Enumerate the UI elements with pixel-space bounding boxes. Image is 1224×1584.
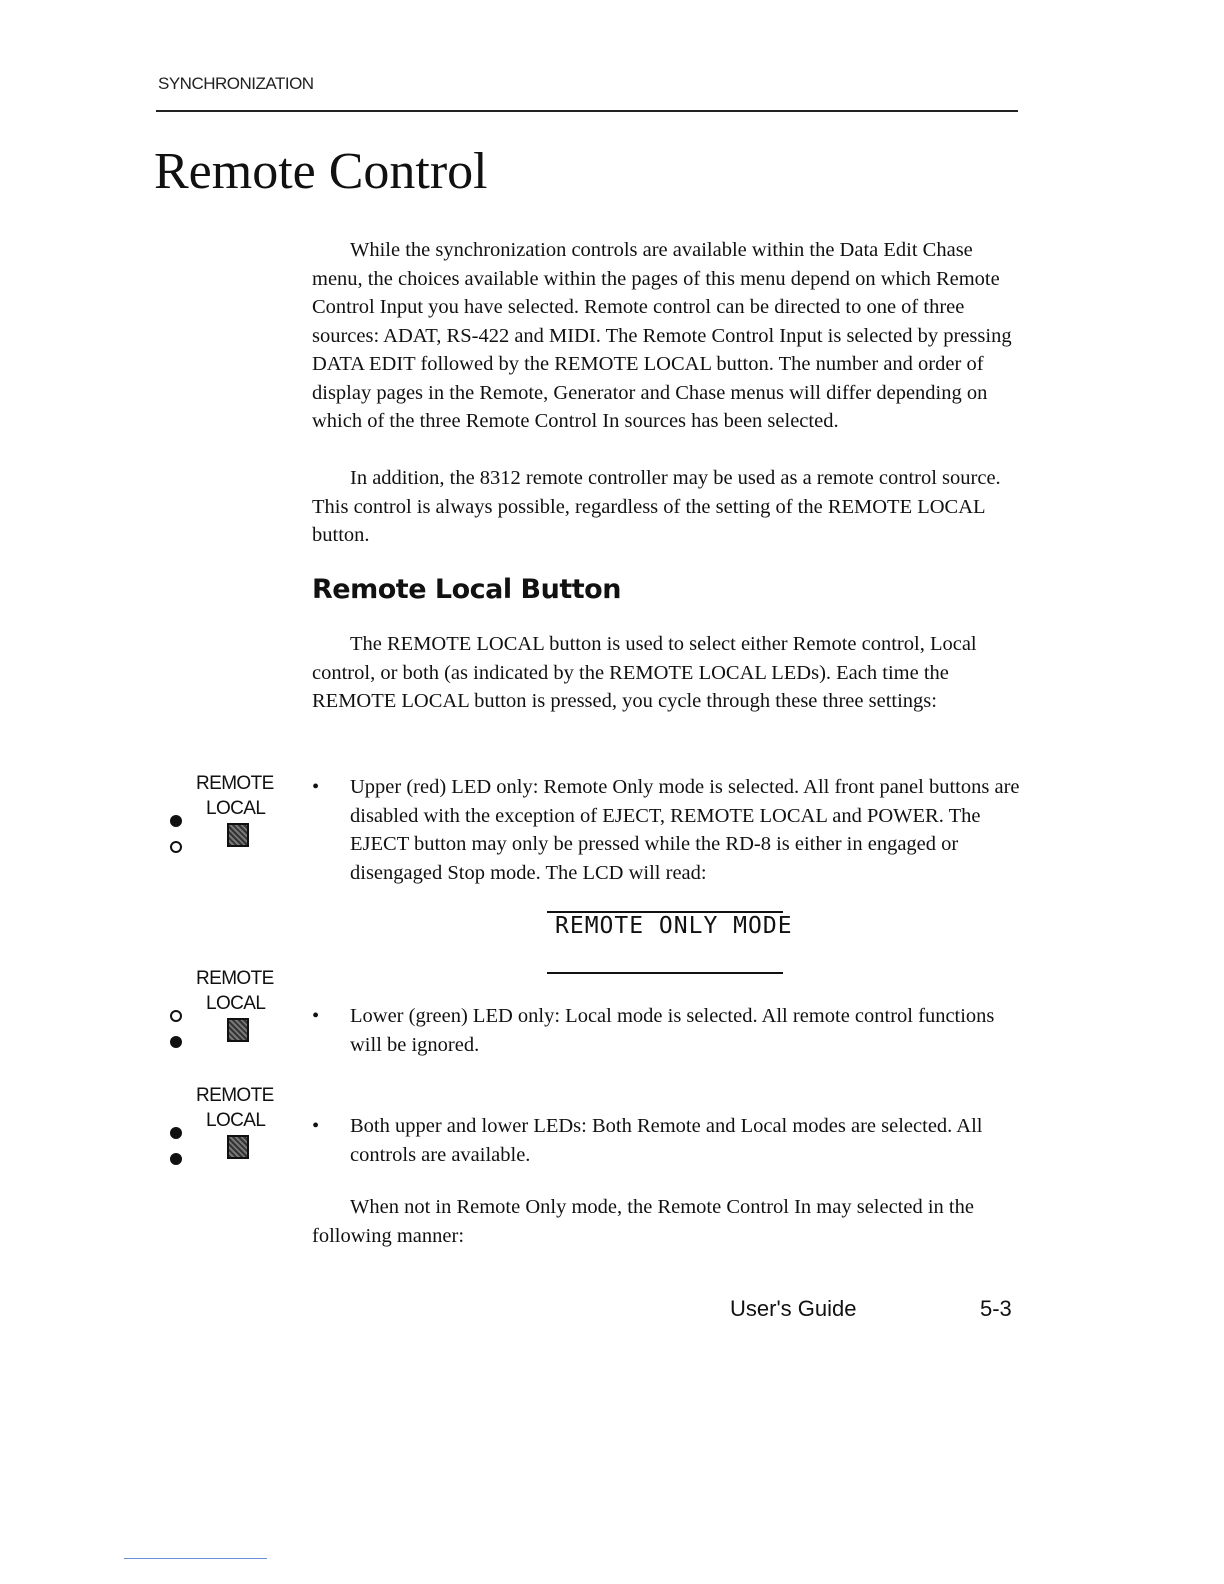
bullet-text: Lower (green) LED only: Local mode is selected. All remote control functions will be ignored. (350, 1005, 995, 1056)
bullet-item-local-only (312, 1002, 1024, 1059)
intro-paragraph-2: In addition, the 8312 remote controller may be used as a remote control source. This control is always possible, regardless of the setting of the REMOTE LOCAL button. (312, 467, 1001, 546)
remote-local-panel-remote-only (162, 773, 302, 873)
lower-led-icon (170, 841, 182, 853)
header-rule (156, 110, 1018, 112)
remote-local-button-icon (227, 823, 249, 847)
lower-led-icon (170, 1036, 182, 1048)
panel-local-label: LOCAL (206, 993, 266, 1014)
closing-paragraph: When not in Remote Only mode, the Remote Control In may selected in the following manner: (312, 1196, 974, 1247)
upper-led-icon (170, 815, 182, 827)
page-title: Remote Control (154, 143, 488, 200)
section-header: SYNCHRONIZATION (158, 74, 314, 93)
panel-remote-label: REMOTE (196, 968, 274, 989)
bullet-item-remote-only (312, 773, 1024, 887)
intro-paragraph-1: While the synchronization controls are available within the Data Edit Chase menu, the choices available within the pages of this menu depend on which Remote Control Input you have selected. Remote control can be directed to one of three sources: ADAT, RS-422 and MIDI. The Remote Control Input is selected by pressing DATA EDIT followed by the REMOTE LOCAL button. The number and order of display pages in the Remote, Generator and Chase menus will differ depending on which of the three Remote Control In sources has been selected. (312, 239, 1012, 432)
panel-remote-label: REMOTE (196, 773, 274, 794)
page-number: 5-3 (980, 1296, 1012, 1321)
section-heading: Remote Local Button (312, 574, 621, 605)
bullet-icon: • (312, 1005, 320, 1027)
lcd-bottom-rule (547, 972, 783, 974)
remote-local-button-icon (227, 1135, 249, 1159)
bottom-edge-mark (124, 1558, 267, 1559)
lower-led-icon (170, 1153, 182, 1165)
remote-local-button-icon (227, 1018, 249, 1042)
panel-local-label: LOCAL (206, 1110, 266, 1131)
bullet-icon: • (312, 776, 320, 798)
remote-local-panel-local-only (162, 968, 302, 1068)
bullet-item-both (312, 1112, 1024, 1169)
remote-local-panel-both (162, 1085, 302, 1185)
panel-remote-label: REMOTE (196, 1085, 274, 1106)
upper-led-icon (170, 1010, 182, 1022)
footer-guide-title: User's Guide (730, 1296, 857, 1321)
lcd-readout: REMOTE ONLY MODE (555, 913, 793, 939)
bullet-text: Both upper and lower LEDs: Both Remote and Local modes are selected. All controls are available. (350, 1115, 983, 1166)
bullet-icon: • (312, 1115, 320, 1137)
bullet-text: Upper (red) LED only: Remote Only mode is selected. All front panel buttons are disabled with the exception of EJECT, REMOTE LOCAL and POWER. The EJECT button may only be pressed while the RD-8 is either in engaged or disengaged Stop mode. The LCD will read: (350, 776, 1020, 884)
panel-local-label: LOCAL (206, 798, 266, 819)
upper-led-icon (170, 1127, 182, 1139)
section-paragraph: The REMOTE LOCAL button is used to select either Remote control, Local control, or both (as indicated by the REMOTE LOCAL LEDs). Each time the REMOTE LOCAL button is pressed, you cycle through these three settings: (312, 633, 977, 712)
